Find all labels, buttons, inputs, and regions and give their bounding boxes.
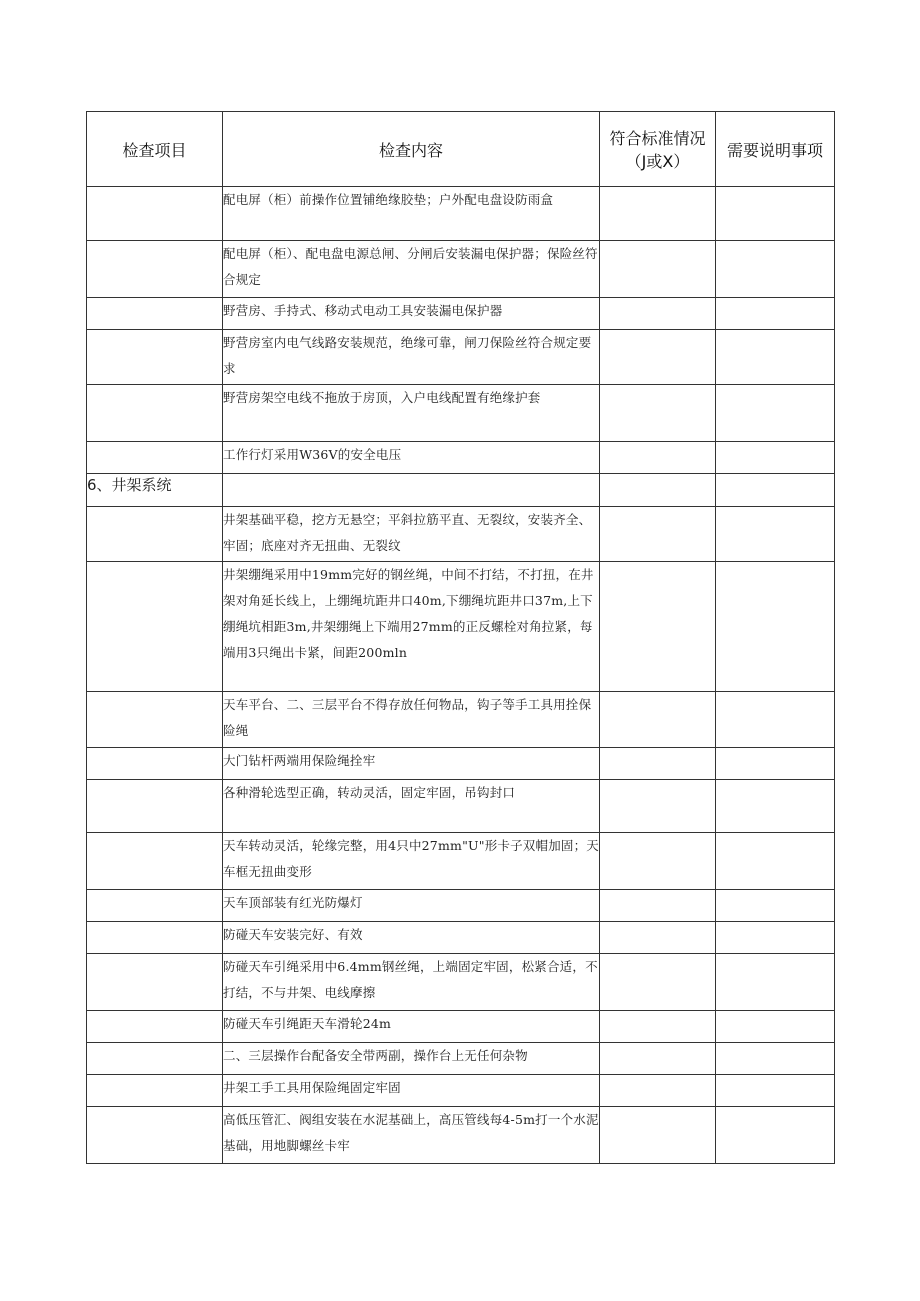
row-compliance-cell[interactable] [600, 748, 716, 780]
row-notes-cell[interactable] [716, 474, 835, 507]
row-inspection-content: 井架工手工具用保险绳固定牢固 [223, 1075, 600, 1107]
row-notes-cell[interactable] [716, 833, 835, 890]
row-inspection-item [87, 890, 223, 922]
row-compliance-cell[interactable] [600, 780, 716, 833]
row-inspection-item [87, 833, 223, 890]
header-notes: 需要说明事项 [716, 112, 835, 187]
inspection-table [86, 111, 835, 1164]
row-compliance-cell[interactable] [600, 922, 716, 954]
table-row [87, 298, 835, 330]
row-inspection-content: 天车转动灵活，轮缘完整，用4只中27mm"U"形卡子双帽加固；天车框无扭曲变形 [223, 833, 600, 890]
row-inspection-item [87, 298, 223, 330]
table-row [87, 1011, 835, 1043]
row-inspection-content: 大门钻杆两端用保险绳拴牢 [223, 748, 600, 780]
row-inspection-content: 配电屏（柜）、配电盘电源总闸、分闸后安装漏电保护器；保险丝符合规定 [223, 241, 600, 298]
row-inspection-content [223, 474, 600, 507]
row-notes-cell[interactable] [716, 330, 835, 385]
table-row [87, 833, 835, 890]
row-inspection-content: 二、三层操作台配备安全带两副，操作台上无任何杂物 [223, 1043, 600, 1075]
table-row [87, 890, 835, 922]
table-row [87, 1075, 835, 1107]
table-row [87, 1107, 835, 1164]
row-notes-cell[interactable] [716, 507, 835, 562]
row-notes-cell[interactable] [716, 385, 835, 442]
row-inspection-item [87, 954, 223, 1011]
row-compliance-cell[interactable] [600, 954, 716, 1011]
table-row [87, 922, 835, 954]
table-row [87, 780, 835, 833]
table-row [87, 692, 835, 748]
table-row [87, 954, 835, 1011]
header-compliance-line2: （J或X） [625, 152, 690, 171]
row-compliance-cell[interactable] [600, 890, 716, 922]
row-compliance-cell[interactable] [600, 833, 716, 890]
row-notes-cell[interactable] [716, 1011, 835, 1043]
table-header-row [87, 112, 835, 187]
row-compliance-cell[interactable] [600, 1107, 716, 1164]
table-row [87, 385, 835, 442]
row-inspection-content: 各种滑轮选型正确，转动灵活，固定牢固，吊钩封口 [223, 780, 600, 833]
row-inspection-item [87, 1011, 223, 1043]
row-inspection-content: 野营房、手持式、移动式电动工具安装漏电保护器 [223, 298, 600, 330]
table-row [87, 507, 835, 562]
row-inspection-item [87, 922, 223, 954]
row-compliance-cell[interactable] [600, 298, 716, 330]
table-row [87, 330, 835, 385]
row-inspection-content: 防碰天车引绳距天车滑轮24m [223, 1011, 600, 1043]
row-compliance-cell[interactable] [600, 241, 716, 298]
row-inspection-item [87, 1043, 223, 1075]
row-compliance-cell[interactable] [600, 562, 716, 692]
row-inspection-content: 井架基础平稳，挖方无悬空；平斜拉筋平直、无裂纹，安装齐全、牢固；底座对齐无扭曲、无裂纹 [223, 507, 600, 562]
row-inspection-item [87, 748, 223, 780]
row-notes-cell[interactable] [716, 298, 835, 330]
row-inspection-content: 野营房室内电气线路安装规范，绝缘可靠，闸刀保险丝符合规定要求 [223, 330, 600, 385]
row-inspection-item [87, 507, 223, 562]
row-notes-cell[interactable] [716, 1043, 835, 1075]
row-inspection-item: 6、井架系统 [87, 474, 223, 507]
row-notes-cell[interactable] [716, 692, 835, 748]
table-row [87, 562, 835, 692]
row-inspection-item [87, 442, 223, 474]
row-inspection-item [87, 187, 223, 241]
row-inspection-content: 天车平台、二、三层平台不得存放任何物品，钩子等手工具用拴保险绳 [223, 692, 600, 748]
row-compliance-cell[interactable] [600, 692, 716, 748]
row-inspection-item [87, 385, 223, 442]
row-notes-cell[interactable] [716, 187, 835, 241]
row-compliance-cell[interactable] [600, 1075, 716, 1107]
row-notes-cell[interactable] [716, 922, 835, 954]
row-inspection-item [87, 1107, 223, 1164]
table-row [87, 187, 835, 241]
table-row [87, 1043, 835, 1075]
row-inspection-item [87, 330, 223, 385]
row-compliance-cell[interactable] [600, 442, 716, 474]
row-inspection-content: 防碰天车安装完好、有效 [223, 922, 600, 954]
row-compliance-cell[interactable] [600, 1043, 716, 1075]
header-inspection-item: 检查项目 [87, 112, 223, 187]
row-notes-cell[interactable] [716, 954, 835, 1011]
row-inspection-content: 野营房架空电线不拖放于房顶，入户电线配置有绝缘护套 [223, 385, 600, 442]
table-row [87, 748, 835, 780]
row-notes-cell[interactable] [716, 748, 835, 780]
table-body [87, 187, 835, 1164]
header-inspection-content: 检查内容 [223, 112, 600, 187]
row-notes-cell[interactable] [716, 562, 835, 692]
header-compliance-line1: 符合标准情况 [609, 129, 706, 148]
row-inspection-content: 天车顶部装有红光防爆灯 [223, 890, 600, 922]
row-inspection-item [87, 1075, 223, 1107]
row-inspection-content: 防碰天车引绳采用中6.4mm钢丝绳，上端固定牢固，松紧合适，不打结，不与井架、电线摩擦 [223, 954, 600, 1011]
row-inspection-item [87, 241, 223, 298]
row-notes-cell[interactable] [716, 442, 835, 474]
row-inspection-item [87, 692, 223, 748]
row-notes-cell[interactable] [716, 1075, 835, 1107]
table-row [87, 241, 835, 298]
row-inspection-content: 井架绷绳采用中19mm完好的钢丝绳，中间不打结，不打扭，在井架对角延长线上，上绷绳坑距井口40m,下绷绳坑距井口37m,上下绷绳坑相距3m,井架绷绳上下端用27mm的正反螺栓对角拉紧，每端用3只绳出卡紧，间距200mln [223, 562, 600, 692]
row-inspection-item [87, 780, 223, 833]
row-compliance-cell[interactable] [600, 507, 716, 562]
row-compliance-cell[interactable] [600, 385, 716, 442]
table-row [87, 474, 835, 507]
row-inspection-content: 高低压管汇、阀组安装在水泥基础上，高压管线每4-5m打一个水泥基础，用地脚螺丝卡牢 [223, 1107, 600, 1164]
row-notes-cell[interactable] [716, 241, 835, 298]
row-compliance-cell[interactable] [600, 1011, 716, 1043]
row-inspection-content: 工作行灯采用W36V的安全电压 [223, 442, 600, 474]
row-compliance-cell[interactable] [600, 330, 716, 385]
row-compliance-cell[interactable] [600, 474, 716, 507]
row-inspection-content: 配电屏（柜）前操作位置铺绝缘胶垫；户外配电盘设防雨盒 [223, 187, 600, 241]
row-compliance-cell[interactable] [600, 187, 716, 241]
row-notes-cell[interactable] [716, 890, 835, 922]
row-notes-cell[interactable] [716, 780, 835, 833]
table-row [87, 442, 835, 474]
row-notes-cell[interactable] [716, 1107, 835, 1164]
header-compliance [600, 112, 716, 187]
row-inspection-item [87, 562, 223, 692]
